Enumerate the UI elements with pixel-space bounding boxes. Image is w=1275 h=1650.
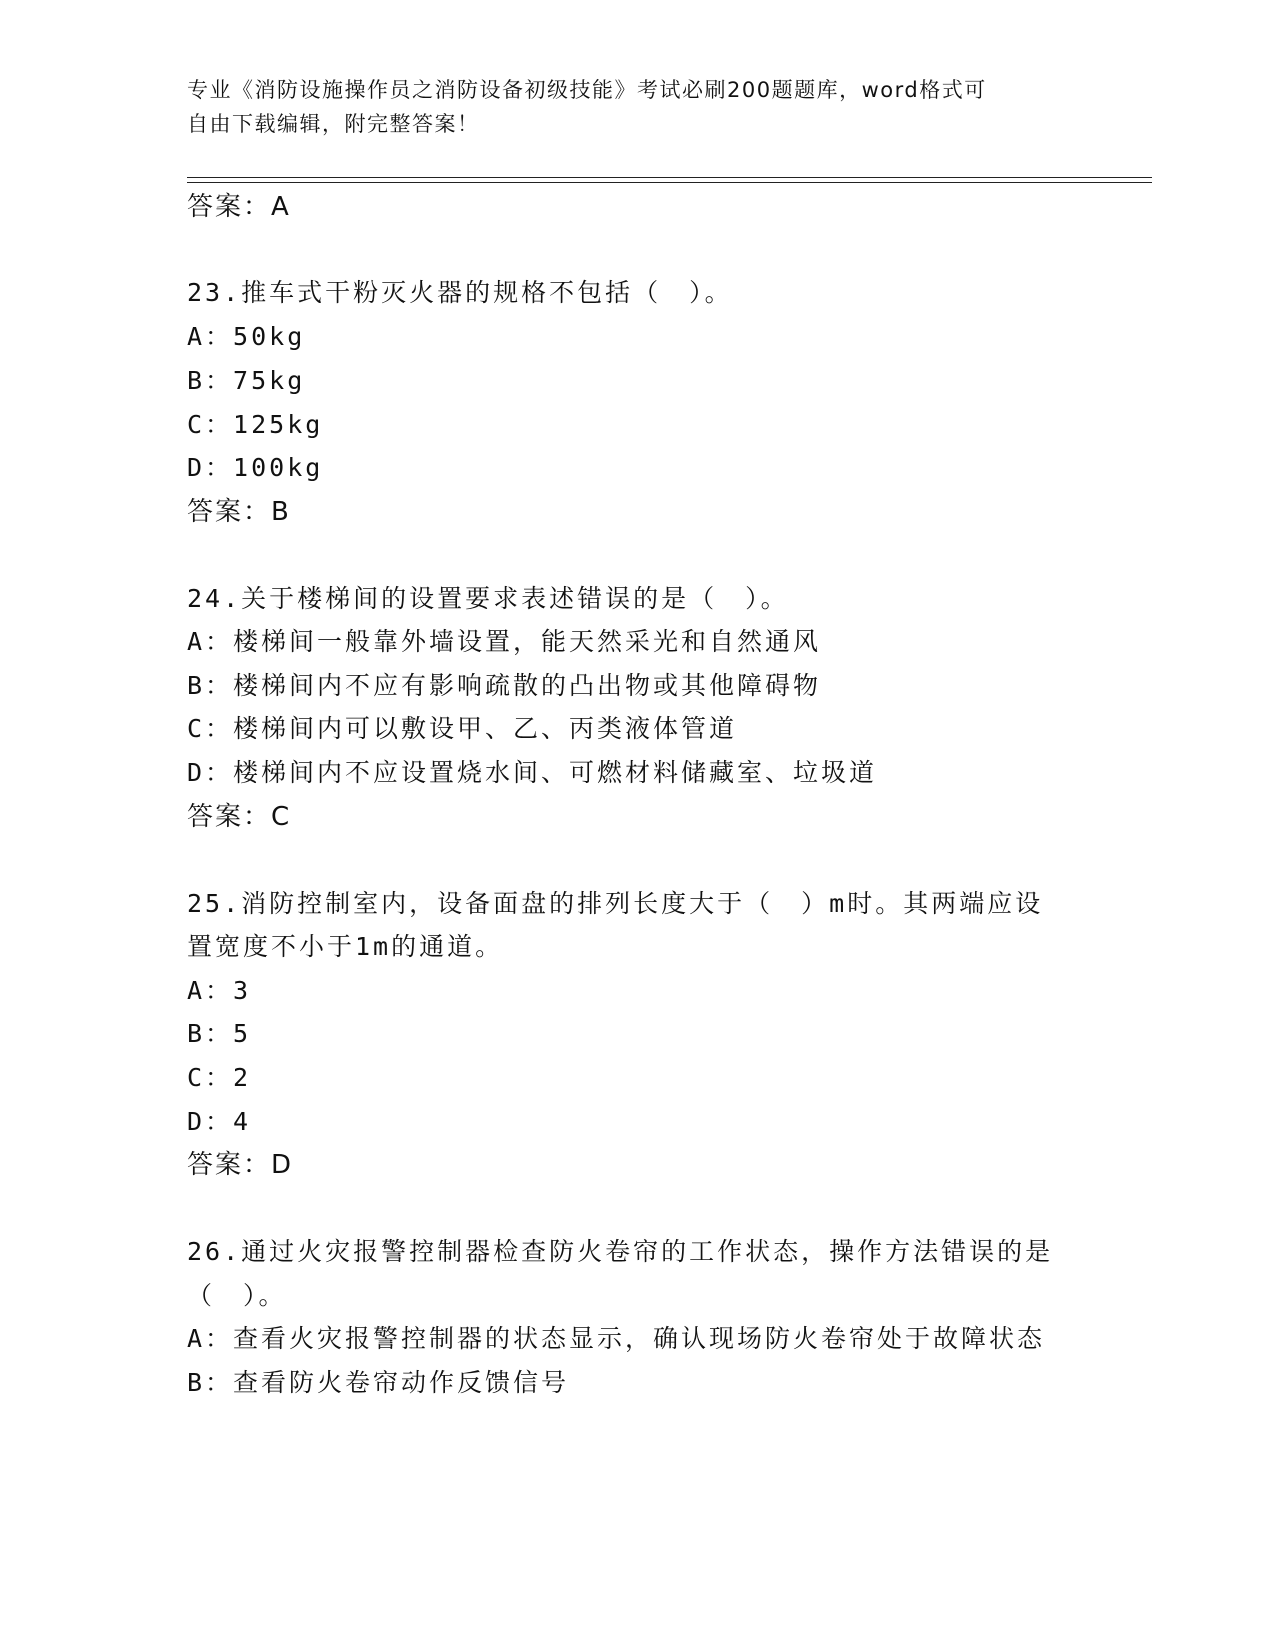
option-a: A：3 [187,976,252,1005]
question-text-line-2: （ ）。 [187,1281,287,1310]
option-b: B：75kg [187,366,306,395]
header-divider-top [187,177,1152,178]
question-text-line-1: 26.通过火灾报警控制器检查防火卷帘的工作状态，操作方法错误的是 [187,1237,1054,1266]
option-c: C：125kg [187,410,324,439]
option-b: B：查看防火卷帘动作反馈信号 [187,1368,570,1397]
question-text: 23.推车式干粉灭火器的规格不包括（ ）。 [187,278,733,307]
option-b: B：楼梯间内不应有影响疏散的凸出物或其他障碍物 [187,671,822,700]
answer-text: 答案：D [187,1150,294,1180]
answer-text: 答案：C [187,802,292,832]
document-header [187,73,1067,141]
option-d: D：100kg [187,453,324,482]
answer-text: 答案：B [187,497,291,527]
question-text-line-2: 置宽度不小于1m的通道。 [187,932,504,961]
previous-answer: 答案：A [187,192,291,222]
question-text: 24.关于楼梯间的设置要求表述错误的是（ ）。 [187,584,789,613]
option-d: D：4 [187,1107,252,1136]
question-text-line-1: 25.消防控制室内，设备面盘的排列长度大于（ ）m时。其两端应设 [187,889,1044,918]
header-line-1: 专业《消防设施操作员之消防设备初级技能》考试必刷200题题库，word格式可 [187,78,987,102]
option-a: A：楼梯间一般靠外墙设置，能天然采光和自然通风 [187,627,822,656]
header-divider-bottom [187,182,1152,183]
option-a: A：查看火灾报警控制器的状态显示，确认现场防火卷帘处于故障状态 [187,1324,1046,1353]
option-d: D：楼梯间内不应设置烧水间、可燃材料储藏室、垃圾道 [187,758,878,787]
option-a: A：50kg [187,322,306,351]
header-line-2: 自由下载编辑，附完整答案！ [187,112,480,136]
option-b: B：5 [187,1019,252,1048]
option-c: C：2 [187,1063,252,1092]
option-c: C：楼梯间内可以敷设甲、乙、丙类液体管道 [187,714,738,743]
